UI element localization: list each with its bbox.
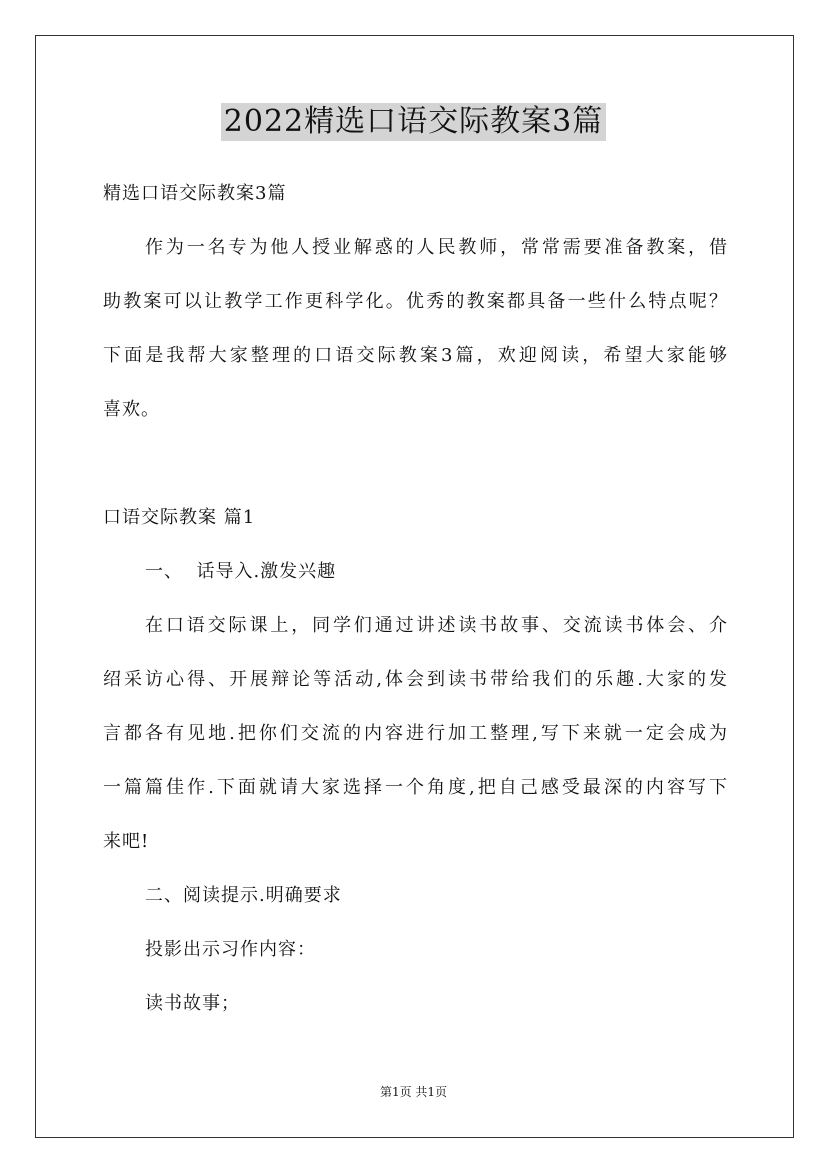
blank-line — [103, 437, 728, 491]
step1-text-line: 一篇篇佳作.下面就请大家选择一个角度,把自己感受最深的内容写下 — [103, 777, 728, 798]
intro-line: 喜欢。 — [103, 399, 160, 420]
intro-line: 下面是我帮大家整理的口语交际教案3篇，欢迎阅读，希望大家能够 — [103, 345, 728, 366]
step2-text-line: 读书故事； — [145, 993, 240, 1014]
document-subtitle: 精选口语交际教案3篇 — [103, 183, 287, 204]
step1-text-line: 绍采访心得、开展辩论等活动,体会到读书带给我们的乐趣.大家的发 — [103, 669, 728, 690]
step1-heading: 一、 话导入.激发兴趣 — [145, 561, 337, 582]
document-body — [103, 167, 728, 1031]
step2-text-line: 投影出示习作内容： — [145, 939, 316, 960]
intro-line: 助教案可以让教学工作更科学化。优秀的教案都具备一些什么特点呢？ — [103, 291, 728, 312]
title-container — [0, 103, 827, 141]
page-total: 共1页 — [415, 1085, 448, 1099]
intro-line: 作为一名专为他人授业解惑的人民教师，常常需要准备教案，借 — [145, 237, 728, 258]
step2-heading: 二、阅读提示.明确要求 — [145, 885, 342, 906]
document-title: 2022精选口语交际教案3篇 — [221, 103, 606, 141]
page-number: 第1页 — [379, 1085, 412, 1099]
section-heading: 口语交际教案 篇1 — [103, 507, 256, 528]
step1-text-line: 言都各有见地.把你们交流的内容进行加工整理,写下来就一定会成为 — [103, 723, 728, 744]
step1-text-line: 在口语交际课上，同学们通过讲述读书故事、交流读书体会、介 — [145, 615, 728, 636]
step1-text-line: 来吧! — [103, 831, 150, 852]
page-footer — [0, 1084, 827, 1100]
